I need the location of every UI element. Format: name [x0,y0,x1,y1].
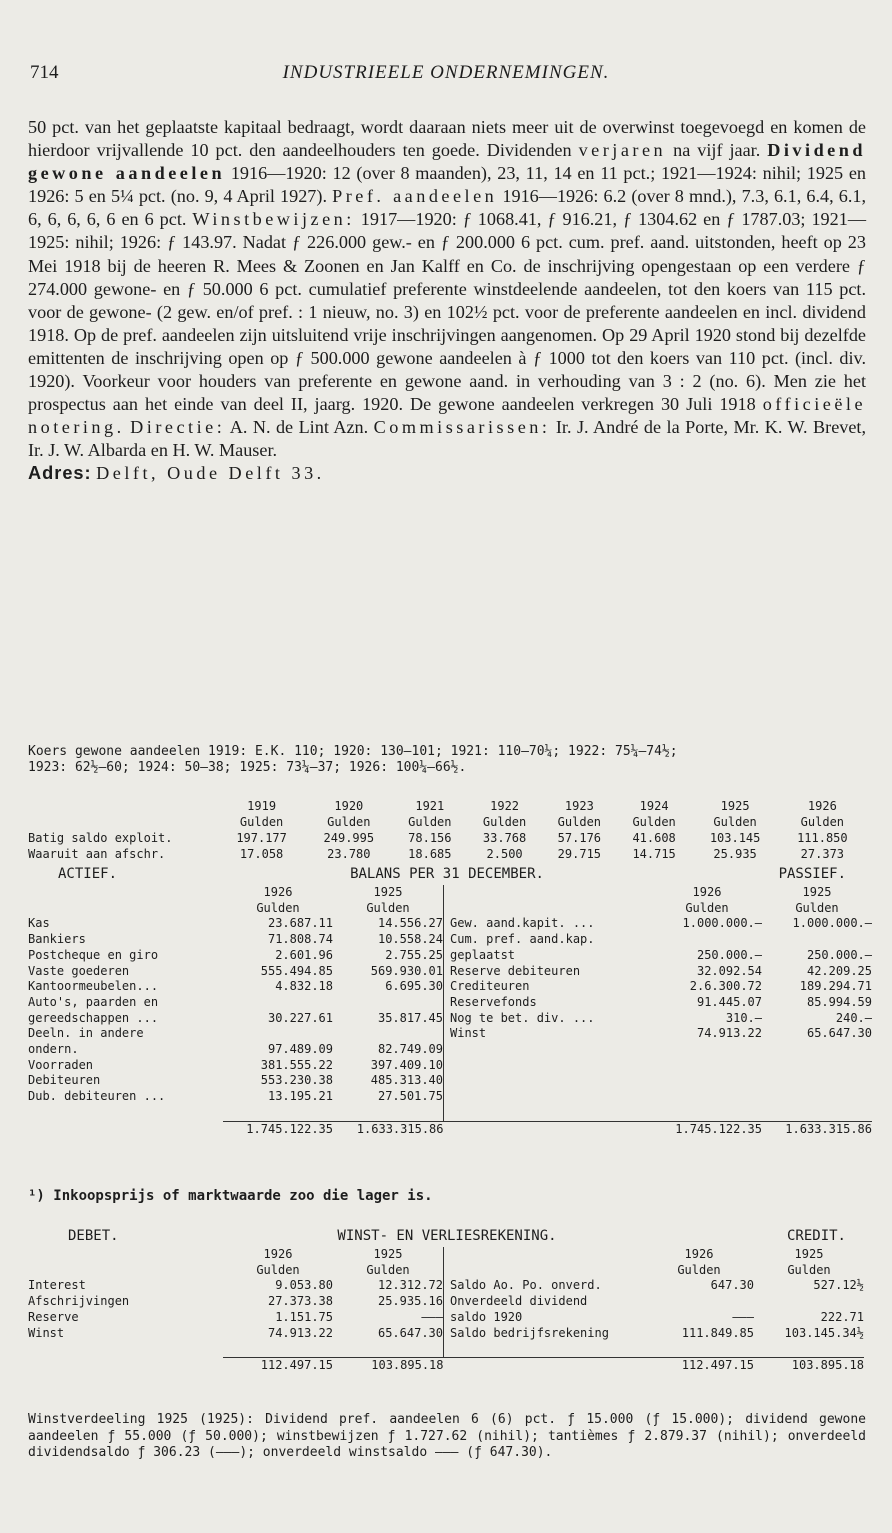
table-row [28,979,872,995]
table-row [28,1026,872,1042]
row-value: 35.817.45 [333,1011,444,1027]
table-row [28,1073,872,1089]
row-value: 42.209.25 [806,963,872,978]
document-page: 714 INDUSTRIEELE ONDERNEMINGEN. 50 pct. van het geplaatste kapitaal bedraagt, wordt daaraan niets meer uit de overwinst toegevoegd en komen de hierdoor vrijvallende 10 pct. den aandeelhouders ten goede. Dividenden verjaren na vijf jaar. Dividend gewone aandeelen 1916—1920: 12 (over 8 maanden), 23, 11, 14 en 11 pct.; 1921—1924: nihil; 1925 en 1926: 5 en 5¼ pct. (no. 9, 4 April 1927). Pref. aandeelen 1916—1926: 6.2 (over 8 mnd.), 7.3, 6.1, 6.4, 6.1, 6, 6, 6, 6, 6 en 6 pct. Winstbewijzen: 1917—1920: ƒ 1068.41, ƒ 916.21, ƒ 1304.62 en ƒ 1787.03; 1921—1925: nihil; 1926: ƒ 143.97. Nadat ƒ 226.000 gew.- en ƒ 200.000 6 pct. cum. pref. aand. uitstonden, heeft op 23 Mei 1918 bij de heeren R. Mees & Zoonen en Jan Kalff en Co. de inschrijving opengestaan op een verdere ƒ 274.000 gewone- en ƒ 50.000 6 pct. cumulatief preferente winstdeelende aandeelen, tot den koers van 115 pct. voor de gewone- (2 gew. en/of pref. : 1 nieuw, no. 3) en 102½ pct. voor de preferente aandeelen en incl. dividend 1918. Op de pref. aandeelen zijn uitsluitend vrije inschrijvingen aangenomen. Op 29 April 1920 stond bij dezelfde emittenten de inschrijving open op ƒ 500.000 gewone aandeelen à ƒ 1000 tot den koers van 110 pct. (incl. div. 1920). Voorkeur voor houders van preferente en gewone aand. in verhouding van 3 : 2 (no. 6). Men zie het prospectus aan het einde van deel II, jaarg. 1920. De gewone aandeelen verkregen 30 Juli 1918 officieële notering. Directie: A. N. de Lint Azn. Commissarissen: Ir. J. André de la Porte, Mr. K. W. Brevet, Ir. J. W. Albarda en H. W. Mauser. Adres: Delft, Oude Delft 33. Koers gewone aandeelen 1919: E.K. 110; 1920: 130—101; 1921: 110—70¼; 1922: 75¼—74½; 1923: 62½—60; 1924: 50—38; 1925: 73¼—37; 1926: 100¼—66½. 1919 1920 1921 1922 1923 1924 1925 1926 Gulden Gulden Gulden Gulden Gulden Gulden Gulden Gulden Batig saldo exploit. 197.177 249.995 78.156 33.768 57.176 41.608 103.145 111.850 Waaruit aan afschr. 17.058 23.780 18.685 2.500 29.715 14.715 25.935 27.373 ACTIEF. BALANS PER 31 DECEMBER. PASSIEF. 1926 1925 1926 1925 Gulden Gulden Gulden Gulden Kas 23.687.11 14.556.27 Gew. aand.kapit. ... 1.000.000.— 1.000.000.— Bankiers 71.808.74 10.558.24 Cum. pref. aand.kap. Postcheque en giro 2.601.96 2.755.25 geplaatst 250.000.— 250.000.— Vaste goederen 555.494.85 569.930.01 Reserve debiteuren 32.092.54 42.209.25 Kantoormeubelen... 4.832.18 6.695.30 Crediteuren 2.6.300.72 189.294.71 Auto's, paarden en Reservefonds 91.445.07 85.994.59 gereedschappen ... 30.227.61 35.817.45 Nog te bet. div. ... 310.— 240.— Deeln. in andere Winst 74.913.22 65.647.30 ondern. 97.489.09 82.749.09 Voorraden 381.555.22 397.409.10 Debiteuren 553.230.38 485.313.40 Dub. debiteuren ... 13.195.21 27.501.75 1.745.122.35 1.633.315.86 1.745.122.35 1.633.315.86 ¹) Inkoopsprijs of marktwaarde zoo die lager is. DEBET. WINST- EN VERLIESREKENING. CREDIT. 1926 1925 1926 1925 Gulden Gulden Gulden Gulden Interest 9.053.80 12.312.72 Saldo Ao. Po. onverd. 647.30 527.12½ Afschrijvingen 27.373.38 25.935.16 Onverdeeld dividend Reserve 1.151.75 ——— saldo 1920 ——— 222.71 Winst 74.913.22 65.647.30 Saldo bedrijfsrekening 111.849.85 103.145.34½ 112.497.15 103.895.18 112.497.15 103.895.18 Winstverdeeling 1925 (1925): Dividend pref. aandeelen 6 (6) pct. ƒ 15.000 (ƒ 15.000); dividend gewone aandeelen ƒ 55.000 (ƒ 50.000); winstbewijzen ƒ 1.727.62 (nihil); tantièmes ƒ 2.879.37 (nihil); onverdeeld dividendsaldo ƒ 306.23 (———); onverdeeld winstsaldo ——— (ƒ 647.30). [28,62,872,1460]
row-label: Auto's, paarden en [28,994,159,1009]
running-title: INDUSTRIEELE ONDERNEMINGEN. [282,62,610,83]
row-label: Afschrijvingen [28,1294,130,1309]
table-row [28,1326,864,1342]
company-description [28,116,866,486]
table-row [28,1042,872,1058]
row-value [223,995,333,1011]
row-value [333,1026,444,1042]
row-value: ——— [333,1310,444,1326]
row-value: 647.30 [710,1278,754,1293]
row-value: 240.— [835,1010,872,1025]
row-label: Postcheque en giro [28,947,159,962]
row-label: Cum. pref. aand.kap. [450,932,595,947]
table-row [28,1058,872,1074]
row-value: 2.601.96 [275,947,333,962]
row-value: 27.373.38 [267,1294,333,1309]
table-row: Batig saldo exploit. 197.177 249.995 78.156 33.768 57.176 41.608 103.145 111.850 [28,831,848,845]
row-value: 111.849.85 [681,1325,754,1340]
row-value: 71.808.74 [267,932,333,947]
row-value: 527.12½ [813,1278,864,1293]
row-value [762,1073,872,1089]
row-value: 1.151.75 [275,1309,333,1324]
page-number: 714 [30,62,59,83]
row-value: 82.749.09 [333,1042,444,1058]
row-label: Winst [450,1026,487,1041]
table-row [28,916,872,932]
row-value: 2.6.300.72 [689,979,762,994]
row-label: Kas [28,916,50,931]
row-value: 189.294.71 [799,979,872,994]
row-label: geplaatst [450,947,516,962]
row-value: 222.71 [820,1309,864,1324]
row-label: Bankiers [28,932,86,947]
row-label: Nog te bet. div. ... [450,1010,595,1025]
row-label: Crediteuren [450,979,530,994]
row-value: 13.195.21 [267,1089,333,1104]
row-value: 30.227.61 [267,1010,333,1025]
row-value: 10.558.24 [333,932,444,948]
row-value: 553.230.38 [260,1073,333,1088]
row-value: 74.913.22 [267,1325,333,1340]
row-value [762,1089,872,1105]
exploitation-table: 1919 1920 1921 1922 1923 1924 1925 1926 Gulden Gulden Gulden Gulden Gulden Gulden Gulden Gulden Batig saldo exploit. 197.177 249.995 78.156 33.768 57.176 41.608 103.145 111.850 Waaruit aan afschr. 17.058 23.780 18.685 2.500 29.715 14.715 25.935 27.373 [28,798,866,862]
row-value: 12.312.72 [333,1278,444,1294]
row-label [444,1073,653,1089]
row-value: 23.687.11 [267,916,333,931]
row-value [762,1042,872,1058]
row-label: Interest [28,1278,86,1293]
row-value: 27.501.75 [333,1089,444,1105]
share-prices: Koers gewone aandeelen 1919: E.K. 110; 1920: 130—101; 1921: 110—70¼; 1922: 75¼—74½; 1923: 62½—60; 1924: 50—38; 1925: 73¼—37; 1926: 100¼—66½. [28,744,678,775]
row-label: Reserve debiteuren [450,963,581,978]
row-label [444,1042,653,1058]
address-label: Adres: [28,463,92,484]
row-value: 4.832.18 [275,979,333,994]
row-value: 103.145.34½ [784,1325,864,1340]
row-value: 32.092.54 [696,963,762,978]
table-row [28,1294,864,1310]
row-label: saldo 1920 [450,1309,523,1324]
row-value [652,1073,762,1089]
row-label: Winst [28,1325,65,1340]
row-value: 14.556.27 [333,916,444,932]
profit-distribution: Winstverdeeling 1925 (1925): Dividend pref. aandeelen 6 (6) pct. ƒ 15.000 (ƒ 15.000); dividend gewone aandeelen ƒ 55.000 (ƒ 50.000); winstbewijzen ƒ 1.727.62 (nihil); tantièmes ƒ 2.879.37 (nihil); onverdeeld dividendsaldo ƒ 306.23 (———); onverdeeld winstsaldo ——— (ƒ 647.30). [28,1412,866,1460]
row-value: 310.— [725,1010,762,1025]
table-row [28,1310,864,1326]
row-label: Saldo bedrijfsrekening [450,1325,609,1340]
row-value: 91.445.07 [696,994,762,1009]
row-label: Debiteuren [28,1073,101,1088]
row-value: 97.489.09 [267,1042,333,1057]
row-value [652,932,762,948]
row-value [762,1058,872,1074]
row-value: 25.935.16 [333,1294,444,1310]
main-paragraph: 50 pct. van het geplaatste kapitaal bedraagt, wordt daaraan niets meer uit de overwinst toegevoegd en komen de hierdoor vrijvallende 10 pct. den aandeelhouders ten goede. Dividenden verjaren na vijf jaar. Dividend gewone aandeelen 1916—1920: 12 (over 8 maanden), 23, 11, 14 en 11 pct.; 1921—1924: nihil; 1925 en 1926: 5 en 5¼ pct. (no. 9, 4 April 1927). Pref. aandeelen 1916—1926: 6.2 (over 8 mnd.), 7.3, 6.1, 6.4, 6.1, 6, 6, 6, 6, 6 en 6 pct. Winstbewijzen: 1917—1920: ƒ 1068.41, ƒ 916.21, ƒ 1304.62 en ƒ 1787.03; 1921—1925: nihil; 1926: ƒ 143.97. Nadat ƒ 226.000 gew.- en ƒ 200.000 6 pct. cum. pref. aand. uitstonden, heeft op 23 Mei 1918 bij de heeren R. Mees & Zoonen en Jan Kalff en Co. de inschrijving opengestaan op een verdere ƒ 274.000 gewone- en ƒ 50.000 6 pct. cumulatief preferente winstdeelende aandeelen, tot den koers van 115 pct. voor de gewone- (2 gew. en/of pref. : 1 nieuw, no. 3) en 102½ pct. voor de preferente aandeelen en incl. dividend 1918. Op de pref. aandeelen zijn uitsluitend vrije inschrijvingen aangenomen. Op 29 April 1920 stond bij dezelfde emittenten de inschrijving open op ƒ 500.000 gewone aandeelen à ƒ 1000 tot den koers van 110 pct. (incl. div. 1920). Voorkeur voor houders van preferente en gewone aand. in verhouding van 3 : 2 (no. 6). Men zie het prospectus aan het einde van deel II, jaarg. 1920. De gewone aandeelen verkregen 30 Juli 1918 officieële notering. Directie: A. N. de Lint Azn. Commissarissen: Ir. J. André de la Porte, Mr. K. W. Brevet, Ir. J. W. Albarda en H. W. Mauser. [28,117,867,461]
table-row [28,995,872,1011]
row-value: 74.913.22 [696,1026,762,1041]
row-value [762,932,872,948]
row-value [223,1026,333,1042]
row-value [333,995,444,1011]
row-value [754,1294,864,1310]
row-label: Kantoormeubelen... [28,979,159,994]
row-value: 1.000.000.— [792,916,872,931]
table-row [28,1011,872,1027]
row-value: 2.755.25 [333,948,444,964]
row-value: 569.930.01 [333,964,444,980]
row-value: 397.409.10 [333,1058,444,1074]
row-value: 381.555.22 [260,1057,333,1072]
profit-loss-account: 1926 1925 1926 1925 Gulden Gulden Gulden Gulden Interest 9.053.80 12.312.72 Saldo Ao. Po. onverd. 647.30 527.12½ Afschrijvingen 27.373.38 25.935.16 Onverdeeld dividend Reserve 1.151.75 ——— saldo 1920 ——— 222.71 Winst 74.913.22 65.647.30 Saldo bedrijfsrekening 111.849.85 103.145.34½ 112.497.15 103.895.18 112.497.15 103.895.18 [28,1247,864,1372]
row-value: 6.695.30 [333,979,444,995]
row-value: 250.000.— [696,947,762,962]
table-row [28,1089,872,1105]
row-value: 250.000.— [806,947,872,962]
address-value: Delft, Oude Delft 33. [96,463,325,484]
table-row: Waaruit aan afschr. 17.058 23.780 18.685 2.500 29.715 14.715 25.935 27.373 [28,847,845,861]
footnote: ¹) Inkoopsprijs of marktwaarde zoo die lager is. [28,1188,433,1204]
row-label: Dub. debiteuren ... [28,1089,166,1104]
page-header [30,62,862,86]
row-label: Reserve [28,1309,79,1324]
row-label [444,1058,653,1074]
address-line [28,462,866,485]
row-label: ondern. [28,1042,79,1057]
row-label: Onverdeeld dividend [450,1294,588,1309]
row-label: gereedschappen ... [28,1010,159,1025]
table-row [28,964,872,980]
balance-sheet: 1926 1925 1926 1925 Gulden Gulden Gulden Gulden Kas 23.687.11 14.556.27 Gew. aand.kapit. ... 1.000.000.— 1.000.000.— Bankiers 71.808.74 10.558.24 Cum. pref. aand.kap. Postcheque en giro 2.601.96 2.755.25 geplaatst 250.000.— 250.000.— Vaste goederen 555.494.85 569.930.01 Reserve debiteuren 32.092.54 42.209.25 Kantoormeubelen... 4.832.18 6.695.30 Crediteuren 2.6.300.72 189.294.71 Auto's, paarden en Reservefonds 91.445.07 85.994.59 gereedschappen ... 30.227.61 35.817.45 Nog te bet. div. ... 310.— 240.— Deeln. in andere Winst 74.913.22 65.647.30 ondern. 97.489.09 82.749.09 Voorraden 381.555.22 397.409.10 Debiteuren 553.230.38 485.313.40 Dub. debiteuren ... 13.195.21 27.501.75 1.745.122.35 1.633.315.86 1.745.122.35 1.633.315.86 [28,885,872,1136]
row-value [644,1294,754,1310]
row-value [652,1042,762,1058]
row-value: 1.000.000.— [682,916,762,931]
row-value: 85.994.59 [806,994,872,1009]
row-value: ——— [732,1309,754,1324]
row-value: 555.494.85 [260,963,333,978]
row-label: Saldo Ao. Po. onverd. [450,1278,602,1293]
row-label: Vaste goederen [28,963,130,978]
row-value [652,1089,762,1105]
row-value: 65.647.30 [333,1326,444,1342]
table-row [28,948,872,964]
row-value: 485.313.40 [333,1073,444,1089]
table-row [28,932,872,948]
row-label: Reservefonds [450,994,537,1009]
row-value: 65.647.30 [806,1026,872,1041]
row-label: Deeln. in andere [28,1026,144,1041]
row-label: Voorraden [28,1057,94,1072]
row-label [444,1089,653,1105]
row-value: 9.053.80 [275,1278,333,1293]
table-row [28,1278,864,1294]
row-label: Gew. aand.kapit. ... [450,916,595,931]
row-value [652,1058,762,1074]
